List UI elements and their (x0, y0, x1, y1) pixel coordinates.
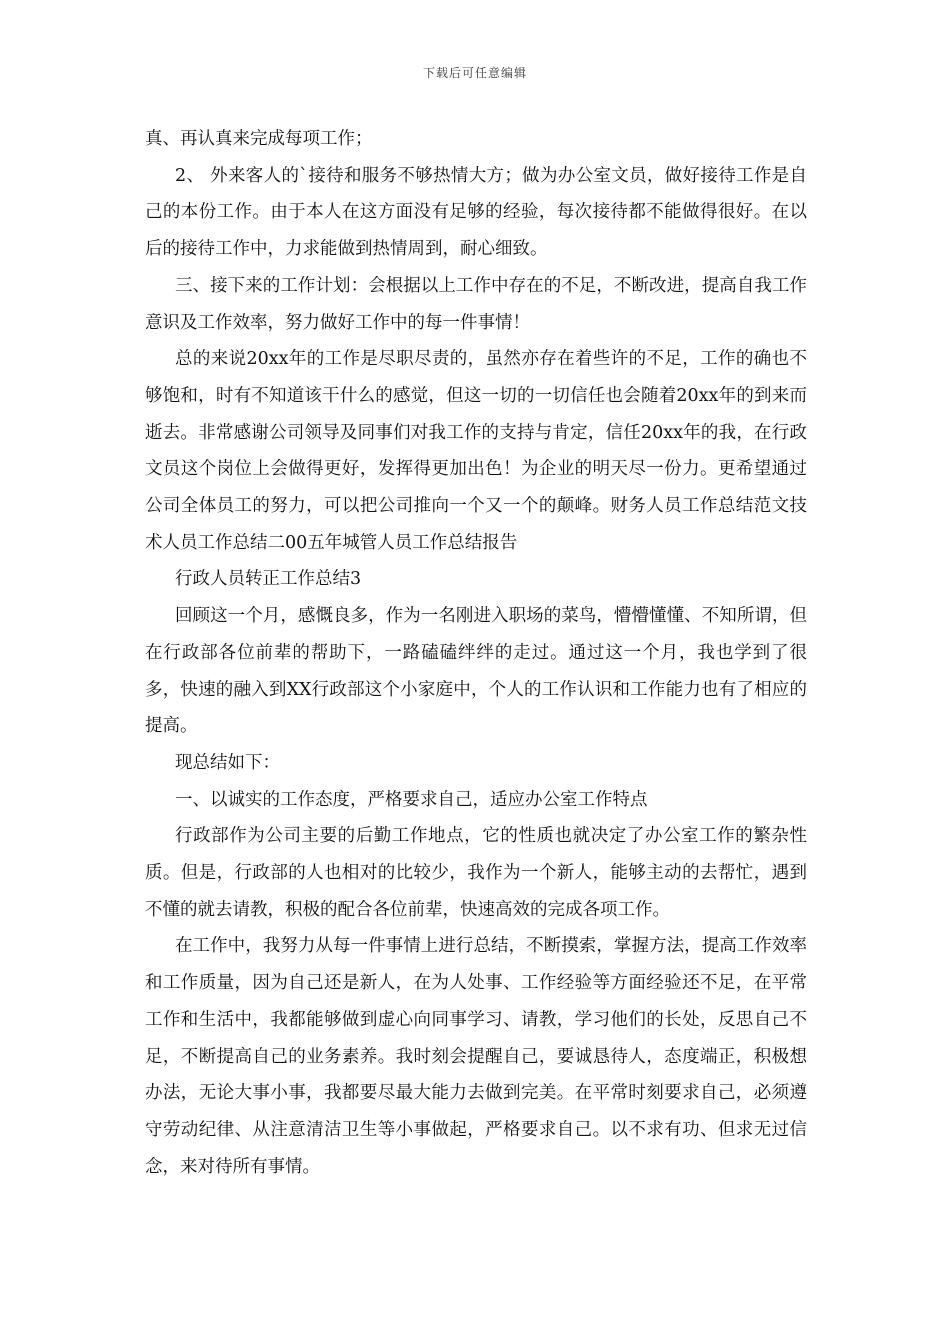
paragraph-7: 一、以诚实的工作态度，严格要求自己，适应办公室工作特点 (175, 789, 648, 810)
paragraph-6: 现总结如下： (175, 752, 280, 773)
paragraph-4: 总的来说20xx年的工作是尽职尽责的，虽然亦存在着些许的不足，工作的确也不够饱和，时有不知道该干什么的感觉，但这一切的一切信任也会随着20xx年的到来而逝去。非常感谢公司领导及同事们对我工作的支持与肯定，信任20xx年的我，在行政文员这个岗位上会做得更好，发挥得更加出色！为企业的明天尽一份力。更希望通过公司全体员工的努力，可以把公司推向一个又一个的颠峰。财务人员工作总结范文技术人员工作总结二00五年城管人员工作总结报告 (145, 349, 807, 553)
paragraph-9: 在工作中，我努力从每一件事情上进行总结，不断摸索，掌握方法，提高工作效率和工作质量，因为自己还是新人，在为人处事、工作经验等方面经验还不足，在平常工作和生活中，我都能够做到虚心向同事学习、请教，学习他们的长处，反思自己不足，不断提高自己的业务素养。我时刻会提醒自己，要诚恳待人，态度端正，积极想办法，无论大事小事，我都要尽最大能力去做到完美。在平常时刻要求自己，必须遵守劳动纪律、从注意清洁卫生等小事做起，严格要求自己。以不求有功、但求无过信念，来对待所有事情。 (145, 936, 807, 1177)
section-title: 行政人员转正工作总结3 (175, 569, 362, 590)
paragraph-2: 2、 外来客人的`接待和服务不够热情大方；做为办公室文员，做好接待工作是自己的本份工作。由于本人在这方面没有足够的经验，每次接待都不能做得很好。在以后的接待工作中，力求能做到热情周到，耐心细致。 (145, 165, 807, 260)
document-body (145, 121, 807, 1185)
paragraph-5: 回顾这一个月，感慨良多，作为一名刚进入职场的菜鸟，懵懵懂懂、不知所谓，但在行政部各位前辈的帮助下，一路磕磕绊绊的走过。通过这一个月，我也学到了很多，快速的融入到XX行政部这个小家庭中，个人的工作认识和工作能力也有了相应的提高。 (145, 606, 807, 737)
paragraph-3: 三、接下来的工作计划：会根据以上工作中存在的不足，不断改进，提高自我工作意识及工作效率，努力做好工作中的每一件事情！ (145, 275, 807, 333)
paragraph-8: 行政部作为公司主要的后勤工作地点，它的性质也就决定了办公室工作的繁杂性质。但是，行政部的人也相对的比较少，我作为一个新人，能够主动的去帮忙，遇到不懂的就去请教，积极的配合各位前辈，快速高效的完成各项工作。 (145, 826, 807, 920)
page-header-note: 下载后可任意编辑 (422, 66, 527, 80)
paragraph-1: 真、再认真来完成每项工作； (145, 129, 373, 149)
